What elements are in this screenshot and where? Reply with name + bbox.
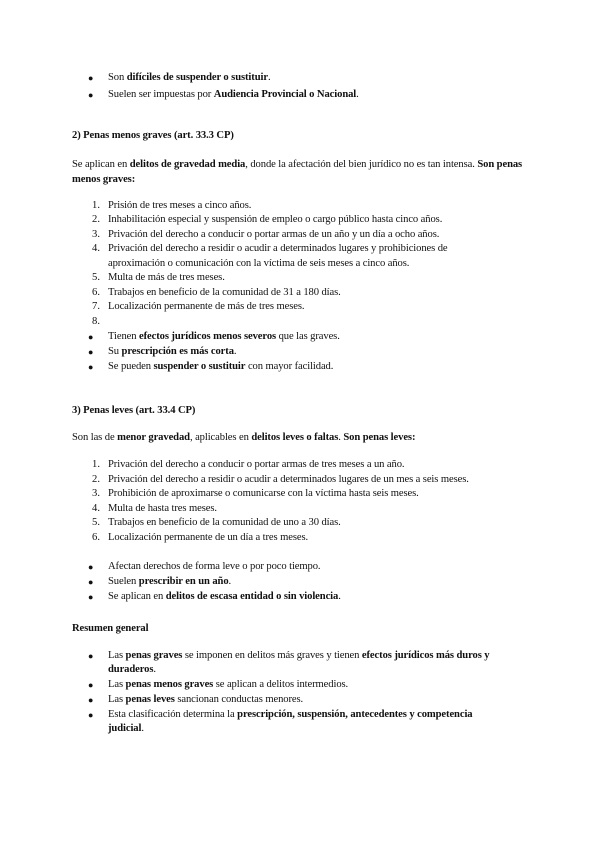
list-item: Se aplican en delitos de escasa entidad o sin violencia. — [108, 591, 341, 602]
list-item: Multa de hasta tres meses. — [108, 503, 217, 514]
bullet-glyph: ● — [88, 332, 94, 342]
list-item: Suelen prescribir en un año. — [108, 576, 232, 587]
bullet-glyph: ● — [88, 90, 94, 100]
list-item: Afectan derechos de forma leve o por poco tiempo. — [108, 561, 321, 572]
bullet-glyph: ● — [88, 680, 94, 690]
section-heading-penas-leves: 3) Penas leves (art. 33.4 CP) — [72, 405, 196, 416]
list-item-continuation: aproximación o comunicación con la víctima de seis meses a cinco años. — [108, 258, 410, 269]
bullet-glyph: ● — [88, 347, 94, 357]
list-item: Privación del derecho a residir o acudir a determinados lugares y prohibiciones de — [108, 243, 448, 254]
list-item: Las penas graves se imponen en delitos más graves y tienen efectos jurídicos más duros y — [108, 650, 490, 661]
section-heading-resumen: Resumen general — [72, 623, 149, 634]
list-item: Suelen ser impuestas por Audiencia Provincial o Nacional. — [108, 89, 359, 100]
section-intro: Son las de menor gravedad, aplicables en delitos leves o faltas. Son penas leves: — [72, 432, 416, 443]
list-item: Privación del derecho a conducir o portar armas de un año y un día a ocho años. — [108, 229, 440, 240]
list-item: Son difíciles de suspender o sustituir. — [108, 72, 271, 83]
bullet-glyph: ● — [88, 651, 94, 661]
list-item: Privación del derecho a conducir o portar armas de tres meses a un año. — [108, 459, 405, 470]
list-item: Multa de más de tres meses. — [108, 272, 225, 283]
list-item-continuation: duraderos. — [108, 664, 156, 675]
bullet-glyph: ● — [88, 562, 94, 572]
list-item: Esta clasificación determina la prescripción, suspensión, antecedentes y competencia — [108, 709, 473, 720]
list-item: Localización permanente de un día a tres meses. — [108, 532, 309, 543]
bullet-glyph: ● — [88, 73, 94, 83]
section-intro: Se aplican en delitos de gravedad media, donde la afectación del bien jurídico no es tan intensa. Son penas menos graves: — [72, 159, 523, 185]
list-item: Tienen efectos jurídicos menos severos que las graves. — [108, 331, 340, 342]
bullet-glyph: ● — [88, 695, 94, 705]
list-item: Se pueden suspender o sustituir con mayor facilidad. — [108, 361, 334, 372]
section-heading-penas-menos-graves: 2) Penas menos graves (art. 33.3 CP) — [72, 130, 234, 141]
list-item: Trabajos en beneficio de la comunidad de 31 a 180 días. — [108, 287, 341, 298]
document-page: ● Son difíciles de suspender o sustituir. ● Suelen ser impuestas por Audiencia Provincial o Nacional. 2) Penas menos graves (art. 33.3 CP) Se aplican en delitos de gravedad media, donde la afectación del bien jurídico no es tan intensa. Son penas menos graves: 1. Prisión de tres meses a cinco años. 2. Inhabilitación especial y suspensión de empleo o cargo público hasta cinco años. 3. Privación del derecho a conducir o portar armas de un año y un día a ocho años. 4. Privación del derecho a residir o acudir a determinados lugares y prohibiciones de aproximación o comunicación con la víctima de seis meses a cinco años. 5. Multa de más de tres meses. 6. Trabajos en beneficio de la comunidad de 31 a 180 días. 7. Localización permanente de más de tres meses. 8. ● Tienen efectos jurídicos menos severos que las graves. ● Su prescripción es más corta. ● Se pueden suspender o sustituir con mayor facilidad. 3) Penas leves (art. 33.4 CP) Son las de menor gravedad, aplicables en delitos leves o faltas. Son penas leves: 1. Privación del derecho a conducir o portar armas de tres meses a un año. 2. Privación del derecho a residir o acudir a determinados lugares de un mes a seis meses. 3. Prohibición de aproximarse o comunicarse con la víctima hasta seis meses. 4. Multa de hasta tres meses. 5. Trabajos en beneficio de la comunidad de uno a 30 días. 6. Localización permanente de un día a tres meses. ● Afectan derechos de forma leve o por poco tiempo. ● Suelen prescribir en un año. ● Se aplican en delitos de escasa entidad o sin violencia. Resumen general ● Las penas graves se imponen en delitos más graves y tienen efectos jurídicos más duros y duraderos. ● Las penas menos graves se aplican a delitos intermedios. ● Las penas leves sancionan conductas menores. ● Esta clasificación determina la prescripción, suspensión, antecedentes y competencia judicial. — [0, 0, 600, 848]
list-item: Localización permanente de más de tres meses. — [108, 301, 305, 312]
list-item: Las penas menos graves se aplican a delitos intermedios. — [108, 679, 349, 690]
list-item: Su prescripción es más corta. — [108, 346, 237, 357]
list-item: Las penas leves sancionan conductas menores. — [108, 694, 304, 705]
bullet-glyph: ● — [88, 710, 94, 720]
bullet-glyph: ● — [88, 577, 94, 587]
list-item: Prisión de tres meses a cinco años. — [108, 200, 252, 211]
list-item: Trabajos en beneficio de la comunidad de uno a 30 días. — [108, 517, 341, 528]
list-item: Inhabilitación especial y suspensión de empleo o cargo público hasta cinco años. — [108, 214, 443, 225]
list-item-continuation: judicial. — [108, 723, 144, 734]
bullet-glyph: ● — [88, 362, 94, 372]
list-item: Privación del derecho a residir o acudir a determinados lugares de un mes a seis meses. — [108, 474, 469, 485]
list-item: Prohibición de aproximarse o comunicarse con la víctima hasta seis meses. — [108, 488, 419, 499]
bullet-glyph: ● — [88, 592, 94, 602]
